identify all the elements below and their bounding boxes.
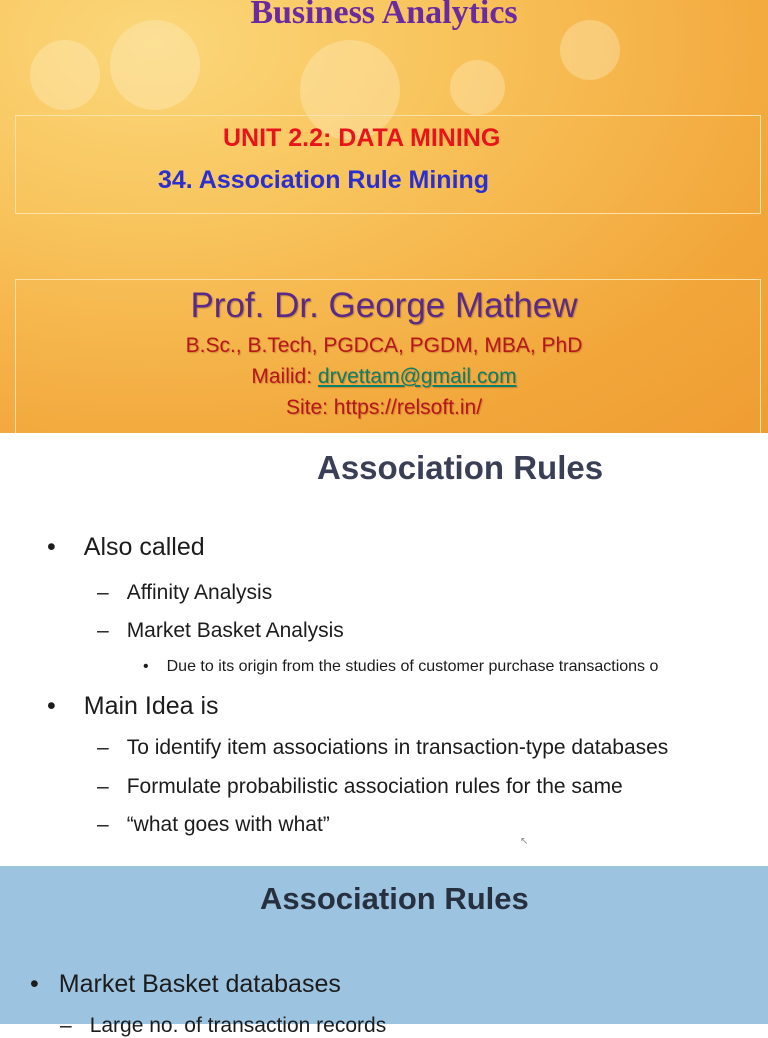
author-mail (0, 365, 768, 389)
mouse-cursor-icon: ↖ (520, 836, 529, 847)
bullet-item: • Also called (47, 533, 205, 561)
topic-heading: 34. Association Rule Mining (158, 166, 490, 194)
bullet-text: Due to its origin from the studies of customer purchase transactions o (166, 658, 659, 675)
bullet-text: “what goes with what” (126, 813, 330, 836)
bullet-text: To identify item associations in transaction-type databases (126, 736, 669, 759)
sub-bullet-item: – Formulate probabilistic association rules for the same (97, 775, 623, 798)
slide-title: Association Rules (317, 449, 604, 486)
presentation-title: Business Analytics (250, 0, 518, 31)
bullet-item: • Market Basket databases (30, 970, 341, 998)
association-rules-slide-2 (0, 866, 768, 1037)
bullet-text: Market Basket databases (58, 970, 341, 998)
sub-bullet-item: – Market Basket Analysis (97, 619, 344, 642)
author-site: Site: https://relsoft.in/ (285, 396, 483, 419)
bullet-text: Main Idea is (83, 692, 219, 720)
author-degrees: B.Sc., B.Tech, PGDCA, PGDM, MBA, PhD (185, 334, 583, 357)
author-name: Prof. Dr. George Mathew (190, 286, 578, 325)
bullet-text: Also called (83, 533, 205, 561)
bokeh-circle (110, 20, 200, 110)
bullet-text: Affinity Analysis (126, 581, 273, 604)
bullet-text: Large no. of transaction records (89, 1014, 387, 1037)
bokeh-circle (30, 40, 100, 110)
sub-bullet-item: – To identify item associations in transaction-type databases (97, 736, 669, 759)
unit-heading: UNIT 2.2: DATA MINING (223, 124, 501, 152)
association-rules-slide (0, 433, 768, 866)
mail-link[interactable]: drvettam@gmail.com (317, 365, 517, 388)
bokeh-circle (450, 60, 505, 115)
mail-label: Mailid: (251, 365, 318, 388)
sub-bullet-item: – Large no. of transaction records (60, 1014, 387, 1037)
sub-sub-bullet-item: • Due to its origin from the studies of customer purchase transactions o (143, 658, 659, 675)
bullet-text: Market Basket Analysis (126, 619, 344, 642)
title-slide (0, 0, 768, 433)
sub-bullet-item: – Affinity Analysis (97, 581, 273, 604)
bullet-item: • Main Idea is (47, 692, 219, 720)
sub-bullet-item: – “what goes with what” (97, 813, 330, 836)
bullet-text: Formulate probabilistic association rules for the same (126, 775, 623, 798)
slide-title: Association Rules (260, 881, 529, 916)
